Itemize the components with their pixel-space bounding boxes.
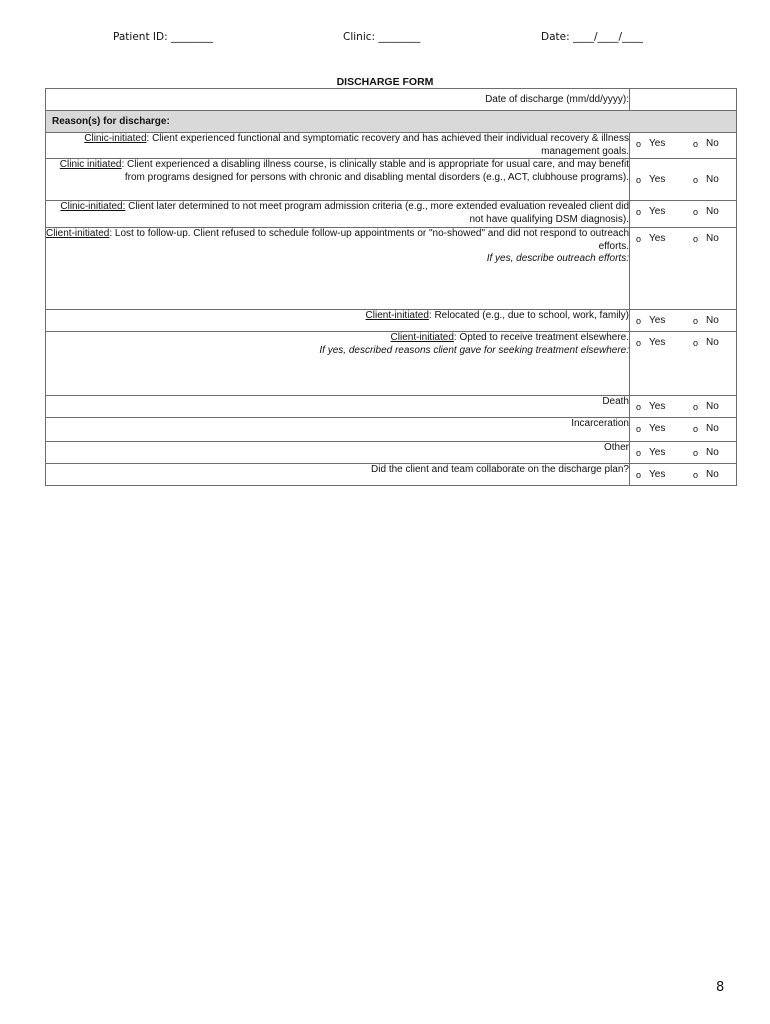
yes-label: Yes <box>649 206 666 217</box>
no-option[interactable] <box>693 138 719 151</box>
yes-no-options <box>630 418 736 436</box>
yes-option[interactable] <box>636 315 693 328</box>
yes-label: Yes <box>649 233 666 244</box>
reason-row <box>46 418 737 442</box>
reason-initiator: Clinic-initiated <box>84 133 147 144</box>
form-title: DISCHARGE FORM <box>336 76 434 88</box>
date-of-discharge-label: Date of discharge (mm/dd/yyyy): <box>46 89 630 111</box>
reason-initiator: Clinic-initiated: <box>60 201 126 212</box>
clinic-field: Clinic: ________ <box>343 31 421 43</box>
reason-initiator: Client-initiated <box>365 310 429 321</box>
yes-no-options <box>630 228 736 246</box>
yes-no-options <box>630 442 736 460</box>
yes-no-options <box>630 201 736 219</box>
yes-no-options <box>630 464 736 482</box>
reason-text-cell <box>46 396 630 418</box>
reason-description: : Client experienced a disabling illness course, is clinically stable and is appropriate for usual care, and may benefit from programs designed for persons with chronic and disabling mental disorders (e.g., ACT, clubhouse programs). <box>121 159 629 183</box>
reason-text-cell <box>46 310 630 332</box>
reason-description: Death <box>602 396 629 407</box>
radio-circle-icon[interactable]: o <box>693 402 699 412</box>
yes-no-cell <box>630 133 737 159</box>
yes-no-options <box>630 396 736 414</box>
no-label: No <box>706 315 719 326</box>
no-option[interactable] <box>693 447 719 460</box>
yes-option[interactable] <box>636 447 693 460</box>
radio-circle-icon[interactable]: o <box>693 234 699 244</box>
no-label: No <box>706 174 719 185</box>
yes-no-cell <box>630 159 737 201</box>
yes-label: Yes <box>649 315 666 326</box>
no-label: No <box>706 337 719 348</box>
reason-description: : Opted to receive treatment elsewhere. <box>453 332 629 343</box>
yes-no-cell <box>630 418 737 442</box>
reason-description: Other <box>603 442 629 453</box>
reason-text-cell <box>46 442 630 464</box>
reasons-heading: Reason(s) for discharge: <box>46 111 737 133</box>
reason-text-cell <box>46 332 630 396</box>
reason-description: : Client experienced functional and symptomatic recovery and has achieved their individual recovery & illness management goals. <box>146 133 629 157</box>
reason-followup-note: If yes, described reasons client gave for seeking treatment elsewhere: <box>319 344 629 356</box>
yes-no-cell <box>630 228 737 310</box>
yes-label: Yes <box>649 174 666 185</box>
yes-option[interactable] <box>636 337 693 350</box>
radio-circle-icon[interactable]: o <box>636 316 642 326</box>
reason-initiator: Client-initiated <box>46 228 110 239</box>
no-label: No <box>706 469 719 480</box>
yes-no-options <box>630 133 736 151</box>
yes-no-cell <box>630 310 737 332</box>
no-option[interactable] <box>693 174 719 187</box>
yes-option[interactable] <box>636 401 693 414</box>
radio-circle-icon[interactable]: o <box>693 424 699 434</box>
yes-no-options <box>630 332 736 350</box>
radio-circle-icon[interactable]: o <box>693 316 699 326</box>
radio-circle-icon[interactable]: o <box>636 175 642 185</box>
reason-row <box>46 133 737 159</box>
reason-row <box>46 442 737 464</box>
radio-circle-icon[interactable]: o <box>693 207 699 217</box>
no-label: No <box>706 447 719 458</box>
radio-circle-icon[interactable]: o <box>693 338 699 348</box>
yes-option[interactable] <box>636 138 693 151</box>
reason-row <box>46 332 737 396</box>
yes-option[interactable] <box>636 174 693 187</box>
radio-circle-icon[interactable]: o <box>693 139 699 149</box>
radio-circle-icon[interactable]: o <box>693 448 699 458</box>
reason-row <box>46 201 737 228</box>
yes-option[interactable] <box>636 206 693 219</box>
radio-circle-icon[interactable]: o <box>636 234 642 244</box>
reason-text-cell <box>46 418 630 442</box>
radio-circle-icon[interactable]: o <box>636 424 642 434</box>
date-field: Date: ____/____/____ <box>541 31 644 43</box>
no-label: No <box>706 206 719 217</box>
no-option[interactable] <box>693 337 719 350</box>
reasons-heading-row <box>46 111 737 133</box>
radio-circle-icon[interactable]: o <box>636 470 642 480</box>
radio-circle-icon[interactable]: o <box>636 207 642 217</box>
no-option[interactable] <box>693 233 719 246</box>
reason-followup-note: If yes, describe outreach efforts: <box>486 253 629 264</box>
reason-description: : Lost to follow-up. Client refused to schedule follow-up appointments or "no-showed" and did not respond to outreach efforts. <box>109 228 630 252</box>
yes-no-cell <box>630 464 737 486</box>
reason-text-cell <box>46 159 630 201</box>
yes-option[interactable] <box>636 423 693 436</box>
radio-circle-icon[interactable]: o <box>636 338 642 348</box>
reason-row <box>46 159 737 201</box>
no-label: No <box>706 233 719 244</box>
reason-description: Client later determined to not meet program admission criteria (e.g., more extended evaluation revealed client did not have qualifying DSM diagnosis). <box>125 201 629 225</box>
page-number: 8 <box>716 980 725 995</box>
yes-no-options <box>630 310 736 328</box>
reason-row <box>46 228 737 310</box>
yes-option[interactable] <box>636 233 693 246</box>
no-label: No <box>706 423 719 434</box>
no-option[interactable] <box>693 469 719 482</box>
reason-row <box>46 310 737 332</box>
no-label: No <box>706 401 719 412</box>
radio-circle-icon[interactable]: o <box>636 139 642 149</box>
reason-text-cell <box>46 464 630 486</box>
reason-description: : Relocated (e.g., due to school, work, family) <box>428 310 629 321</box>
reason-description: Incarceration <box>571 418 629 429</box>
radio-circle-icon[interactable]: o <box>693 470 699 480</box>
yes-label: Yes <box>649 401 666 412</box>
patient-id-field: Patient ID: ________ <box>113 31 213 43</box>
yes-label: Yes <box>649 337 666 348</box>
discharge-form-table <box>45 88 737 486</box>
reason-row <box>46 396 737 418</box>
yes-label: Yes <box>649 138 666 149</box>
yes-no-cell <box>630 442 737 464</box>
no-label: No <box>706 138 719 149</box>
no-option[interactable] <box>693 401 719 414</box>
radio-circle-icon[interactable]: o <box>636 402 642 412</box>
reason-text-cell <box>46 201 630 228</box>
radio-circle-icon[interactable]: o <box>636 448 642 458</box>
no-option[interactable] <box>693 206 719 219</box>
reason-description: Did the client and team collaborate on the discharge plan? <box>371 464 629 475</box>
yes-label: Yes <box>649 423 666 434</box>
yes-label: Yes <box>649 469 666 480</box>
yes-option[interactable] <box>636 469 693 482</box>
date-of-discharge-input[interactable] <box>630 89 737 111</box>
yes-label: Yes <box>649 447 666 458</box>
yes-no-cell <box>630 201 737 228</box>
reason-text-cell <box>46 228 630 310</box>
no-option[interactable] <box>693 423 719 436</box>
reason-text-cell <box>46 133 630 159</box>
reason-initiator: Clinic initiated <box>59 159 122 170</box>
date-of-discharge-row <box>46 89 737 111</box>
radio-circle-icon[interactable]: o <box>693 175 699 185</box>
yes-no-cell <box>630 396 737 418</box>
reason-initiator: Client-initiated <box>390 332 454 343</box>
yes-no-cell <box>630 332 737 396</box>
yes-no-options <box>630 159 736 187</box>
reason-row <box>46 464 737 486</box>
no-option[interactable] <box>693 315 719 328</box>
